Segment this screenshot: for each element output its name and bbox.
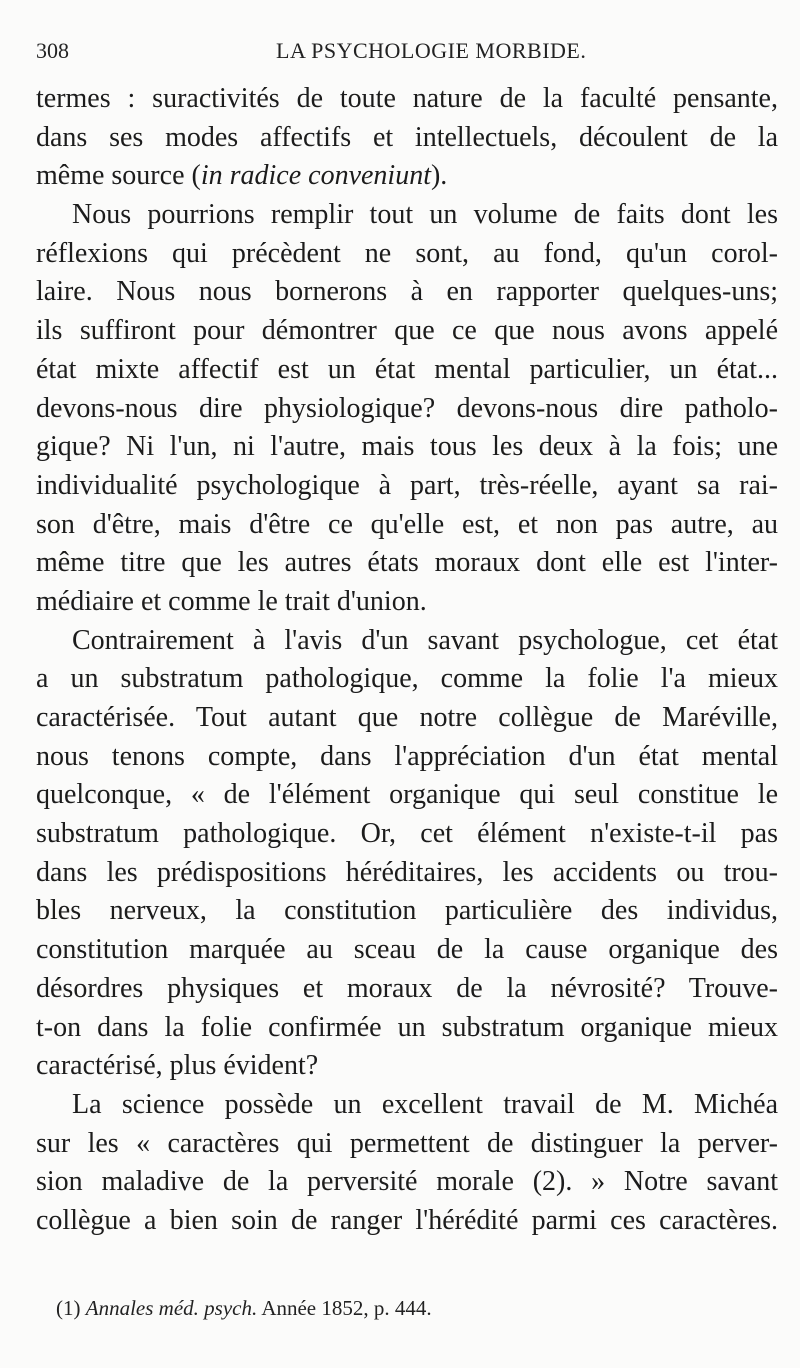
text-line-start: même source	[36, 160, 192, 192]
text-line: constitution marquée au sceau de la cause organique des	[36, 934, 778, 966]
footnote	[56, 1296, 756, 1321]
text-line: individualité psychologique à part, très-réelle, ayant sa rai-	[36, 469, 778, 501]
body-text	[36, 80, 778, 1241]
text-line: état mixte affectif est un état mental particulier, un état...	[36, 353, 778, 385]
text-line: réflexions qui précèdent ne sont, au fond, qu'un corol-	[36, 237, 778, 269]
text-line: caractérisé, plus évident?	[36, 1050, 319, 1082]
text-line: dans ses modes affectifs et intellectuels, découlent de la	[36, 121, 778, 153]
latin-open: (	[191, 160, 201, 192]
text-line: t-on dans la folie confirmée un substratum organique mieux	[36, 1011, 778, 1043]
text-line: bles nerveux, la constitution particulière des individus,	[36, 895, 778, 927]
text-line: son d'être, mais d'être ce qu'elle est, et non pas autre, au	[36, 508, 778, 540]
text-line: sion maladive de la perversité morale (2). » Notre savant	[36, 1166, 778, 1198]
text-line: dans les prédispositions héréditaires, les accidents ou trou-	[36, 856, 778, 888]
page-header	[36, 38, 776, 68]
text-line: collègue a bien soin de ranger l'hérédité parmi ces caractères.	[36, 1204, 778, 1236]
text-line: a un substratum pathologique, comme la folie l'a mieux	[36, 663, 778, 695]
text-line	[36, 157, 778, 196]
running-title: LA PSYCHOLOGIE MORBIDE.	[276, 38, 587, 63]
text-line: gique? Ni l'un, ni l'autre, mais tous les deux à la fois; une	[36, 431, 778, 463]
footnote-marker: (1)	[56, 1296, 81, 1320]
text-line: quelconque, « de l'élément organique qui seul constitue le	[36, 779, 778, 811]
text-line: caractérisée. Tout autant que notre collègue de Maréville,	[36, 702, 778, 733]
text-line: substratum pathologique. Or, cet élément n'existe-t-il pas	[36, 818, 778, 850]
paragraph-first-line: Nous pourrions remplir tout un volume de faits dont les	[72, 199, 778, 231]
page-number: 308	[36, 38, 69, 63]
text-line: termes : suractivités de toute nature de la faculté pensante,	[36, 83, 778, 114]
footnote-source: Annales méd. psych.	[85, 1296, 258, 1320]
text-line: laire. Nous nous bornerons à en rapporter quelques-uns;	[36, 276, 778, 308]
latin-close: ).	[430, 160, 448, 192]
text-line: ils suffiront pour démontrer que ce que nous avons appelé	[36, 315, 778, 347]
text-line: devons-nous dire physiologique? devons-nous dire patholo-	[36, 392, 778, 424]
paragraph-first-line: Contrairement à l'avis d'un savant psychologue, cet état	[72, 624, 778, 656]
text-line: désordres physiques et moraux de la névrosité? Trouve-	[36, 972, 778, 1004]
text-line: médiaire et comme le trait d'union.	[36, 585, 427, 617]
latin-phrase: in radice conveniunt	[200, 160, 431, 192]
text-line: nous tenons compte, dans l'appréciation d'un état mental	[36, 740, 778, 772]
footnote-detail: Année 1852, p. 444.	[261, 1296, 432, 1320]
text-line: même titre que les autres états moraux dont elle est l'inter-	[36, 547, 778, 579]
text-line: sur les « caractères qui permettent de distinguer la perver-	[36, 1127, 778, 1159]
paragraph-first-line: La science possède un excellent travail de M. Michéa	[72, 1088, 778, 1120]
